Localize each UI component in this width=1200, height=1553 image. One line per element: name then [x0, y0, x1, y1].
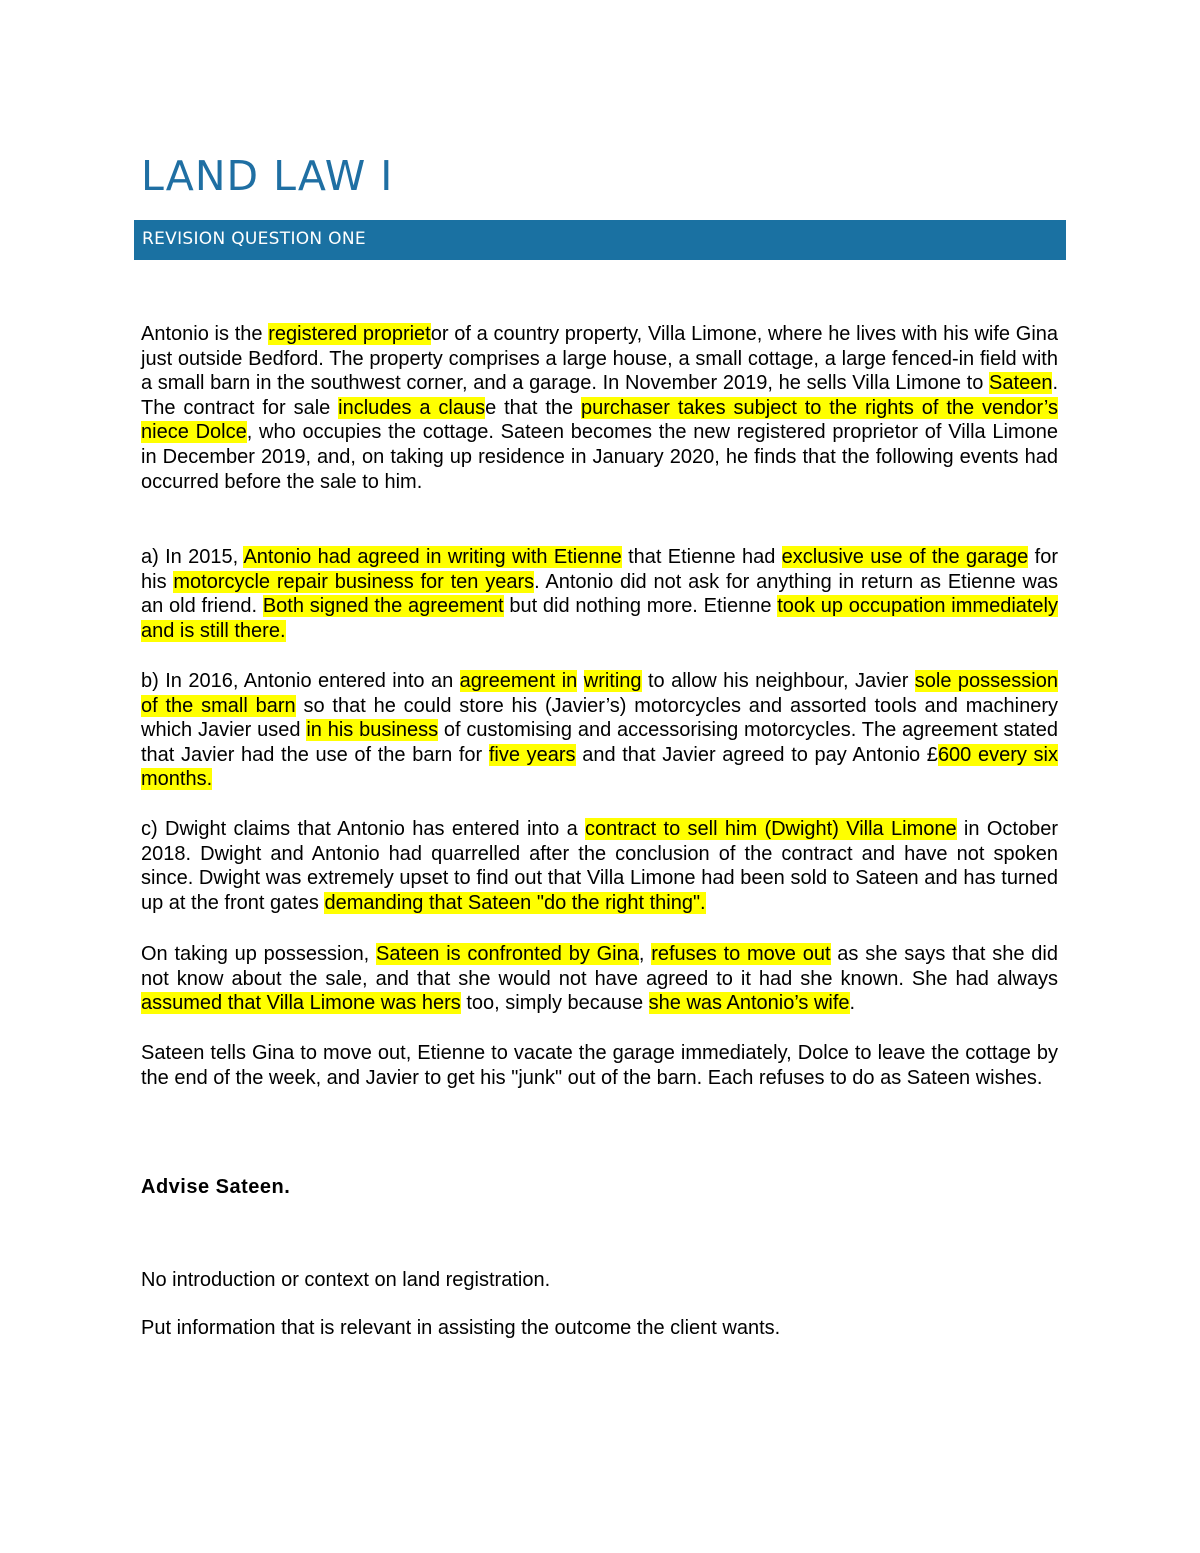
text-run: , who occupies the cottage. Sateen becomes the new registered proprietor of Villa Limone in December 2019, and, on taking up residence in January 2020, he finds that the following events had occurred before the sale to him.: [141, 421, 1058, 493]
highlighted-text: motorcycle repair business for ten years: [173, 570, 535, 593]
highlighted-text: demanding that Sateen "do the right thing".: [324, 891, 706, 914]
text-run: c) Dwight claims that Antonio has entered into a: [141, 818, 586, 840]
text-run: [577, 670, 583, 692]
paragraph-gina: [141, 942, 1058, 1016]
text-run: or of a country property, Villa Limone, where he lives with his wife Gina just outside Bedford. The property comprises a large house, a small cottage, a large fenced-in field with a small barn in the southwest corner, and a garage. In November 2019, he sells Villa Limone to: [141, 323, 1059, 395]
highlighted-text: refuses to move out: [651, 943, 831, 965]
text-run: On taking up possession,: [141, 943, 377, 965]
highlighted-text: she was Antonio’s wife: [648, 992, 850, 1015]
text-run: Antonio is the: [141, 323, 269, 345]
highlighted-text: 600 every six months.: [141, 743, 1058, 791]
text-run: too, simply because: [460, 992, 649, 1015]
highlighted-text: five years: [488, 743, 576, 766]
text-run: so that he could store his (Javier’s) motorcycles and assorted tools and machinery which Javier used: [141, 694, 1058, 742]
text-run: for his: [141, 546, 1058, 593]
text-run: in October 2018. Dwight and Antonio had quarrelled after the conclusion of the contract and have not spoken since. Dwight was extremely upset to find out that Villa Limone had been sold to Sateen and has turned up at the front gates: [141, 818, 1058, 914]
highlighted-text: sole possession of the small barn: [141, 670, 1058, 717]
highlighted-text: purchaser takes subject to the rights of the vendor’s niece Dolce: [141, 396, 1058, 444]
text-run: as she says that she did not know about the sale, and that she would not have agreed to it had she known. She had always: [141, 943, 1058, 990]
paragraph-b: [141, 669, 1058, 792]
paragraph-a: [141, 545, 1058, 643]
text-run: but did nothing more. Etienne: [503, 595, 778, 618]
note-relevance: Put information that is relevant in assisting the outcome the client wants.: [141, 1317, 781, 1339]
text-run: a) In 2015,: [141, 546, 244, 568]
text-run: . Antonio did not ask for anything in return as Etienne was an old friend.: [141, 570, 1059, 618]
text-run: and that Javier agreed to pay Antonio £: [575, 743, 938, 766]
paragraph-intro: [141, 322, 1058, 494]
text-run: b) In 2016, Antonio entered into an: [141, 670, 460, 692]
note-registration: No introduction or context on land registration.: [141, 1269, 551, 1291]
highlighted-text: exclusive use of the garage: [781, 546, 1029, 568]
section-heading: REVISION QUESTION ONE: [142, 229, 366, 249]
section-banner: [134, 220, 1066, 260]
text-run: .: [849, 992, 856, 1015]
highlighted-text: took up occupation immediately and is still there.: [141, 595, 1059, 642]
paragraph-c: [141, 817, 1058, 915]
highlighted-text: writing: [583, 670, 642, 692]
highlighted-text: assumed that Villa Limone was hers: [141, 992, 461, 1015]
highlighted-text: agreement in: [459, 670, 578, 692]
highlighted-text: registered propriet: [268, 323, 431, 345]
highlighted-text: in his business: [306, 719, 439, 742]
highlighted-text: includes a claus: [338, 396, 486, 419]
highlighted-text: Both signed the agreement: [262, 595, 504, 618]
text-run: that Etienne had: [621, 546, 782, 568]
highlighted-text: Sateen is confronted by Gina: [376, 943, 639, 965]
highlighted-text: Antonio had agreed in writing with Etienne: [243, 546, 622, 568]
text-run: Sateen tells Gina to move out, Etienne to vacate the garage immediately, Dolce to leave the cottage by the end of the week, and Javier to get his "junk" out of the barn. Each refuses to do as Sateen wishes.: [141, 1042, 1058, 1089]
text-run: ,: [638, 943, 652, 965]
document-title: LAND LAW I: [141, 152, 394, 200]
paragraph-instructions: [141, 1041, 1058, 1090]
text-run: of customising and accessorising motorcycles. The agreement stated that Javier had the use of the barn for: [141, 719, 1058, 766]
text-run: . The contract for sale: [141, 372, 1058, 419]
advise-heading: Advise Sateen.: [141, 1176, 291, 1198]
highlighted-text: contract to sell him (Dwight) Villa Limone: [585, 818, 957, 840]
text-run: e that the: [485, 396, 582, 419]
text-run: to allow his neighbour, Javier: [641, 670, 915, 692]
highlighted-text: Sateen: [989, 372, 1053, 395]
